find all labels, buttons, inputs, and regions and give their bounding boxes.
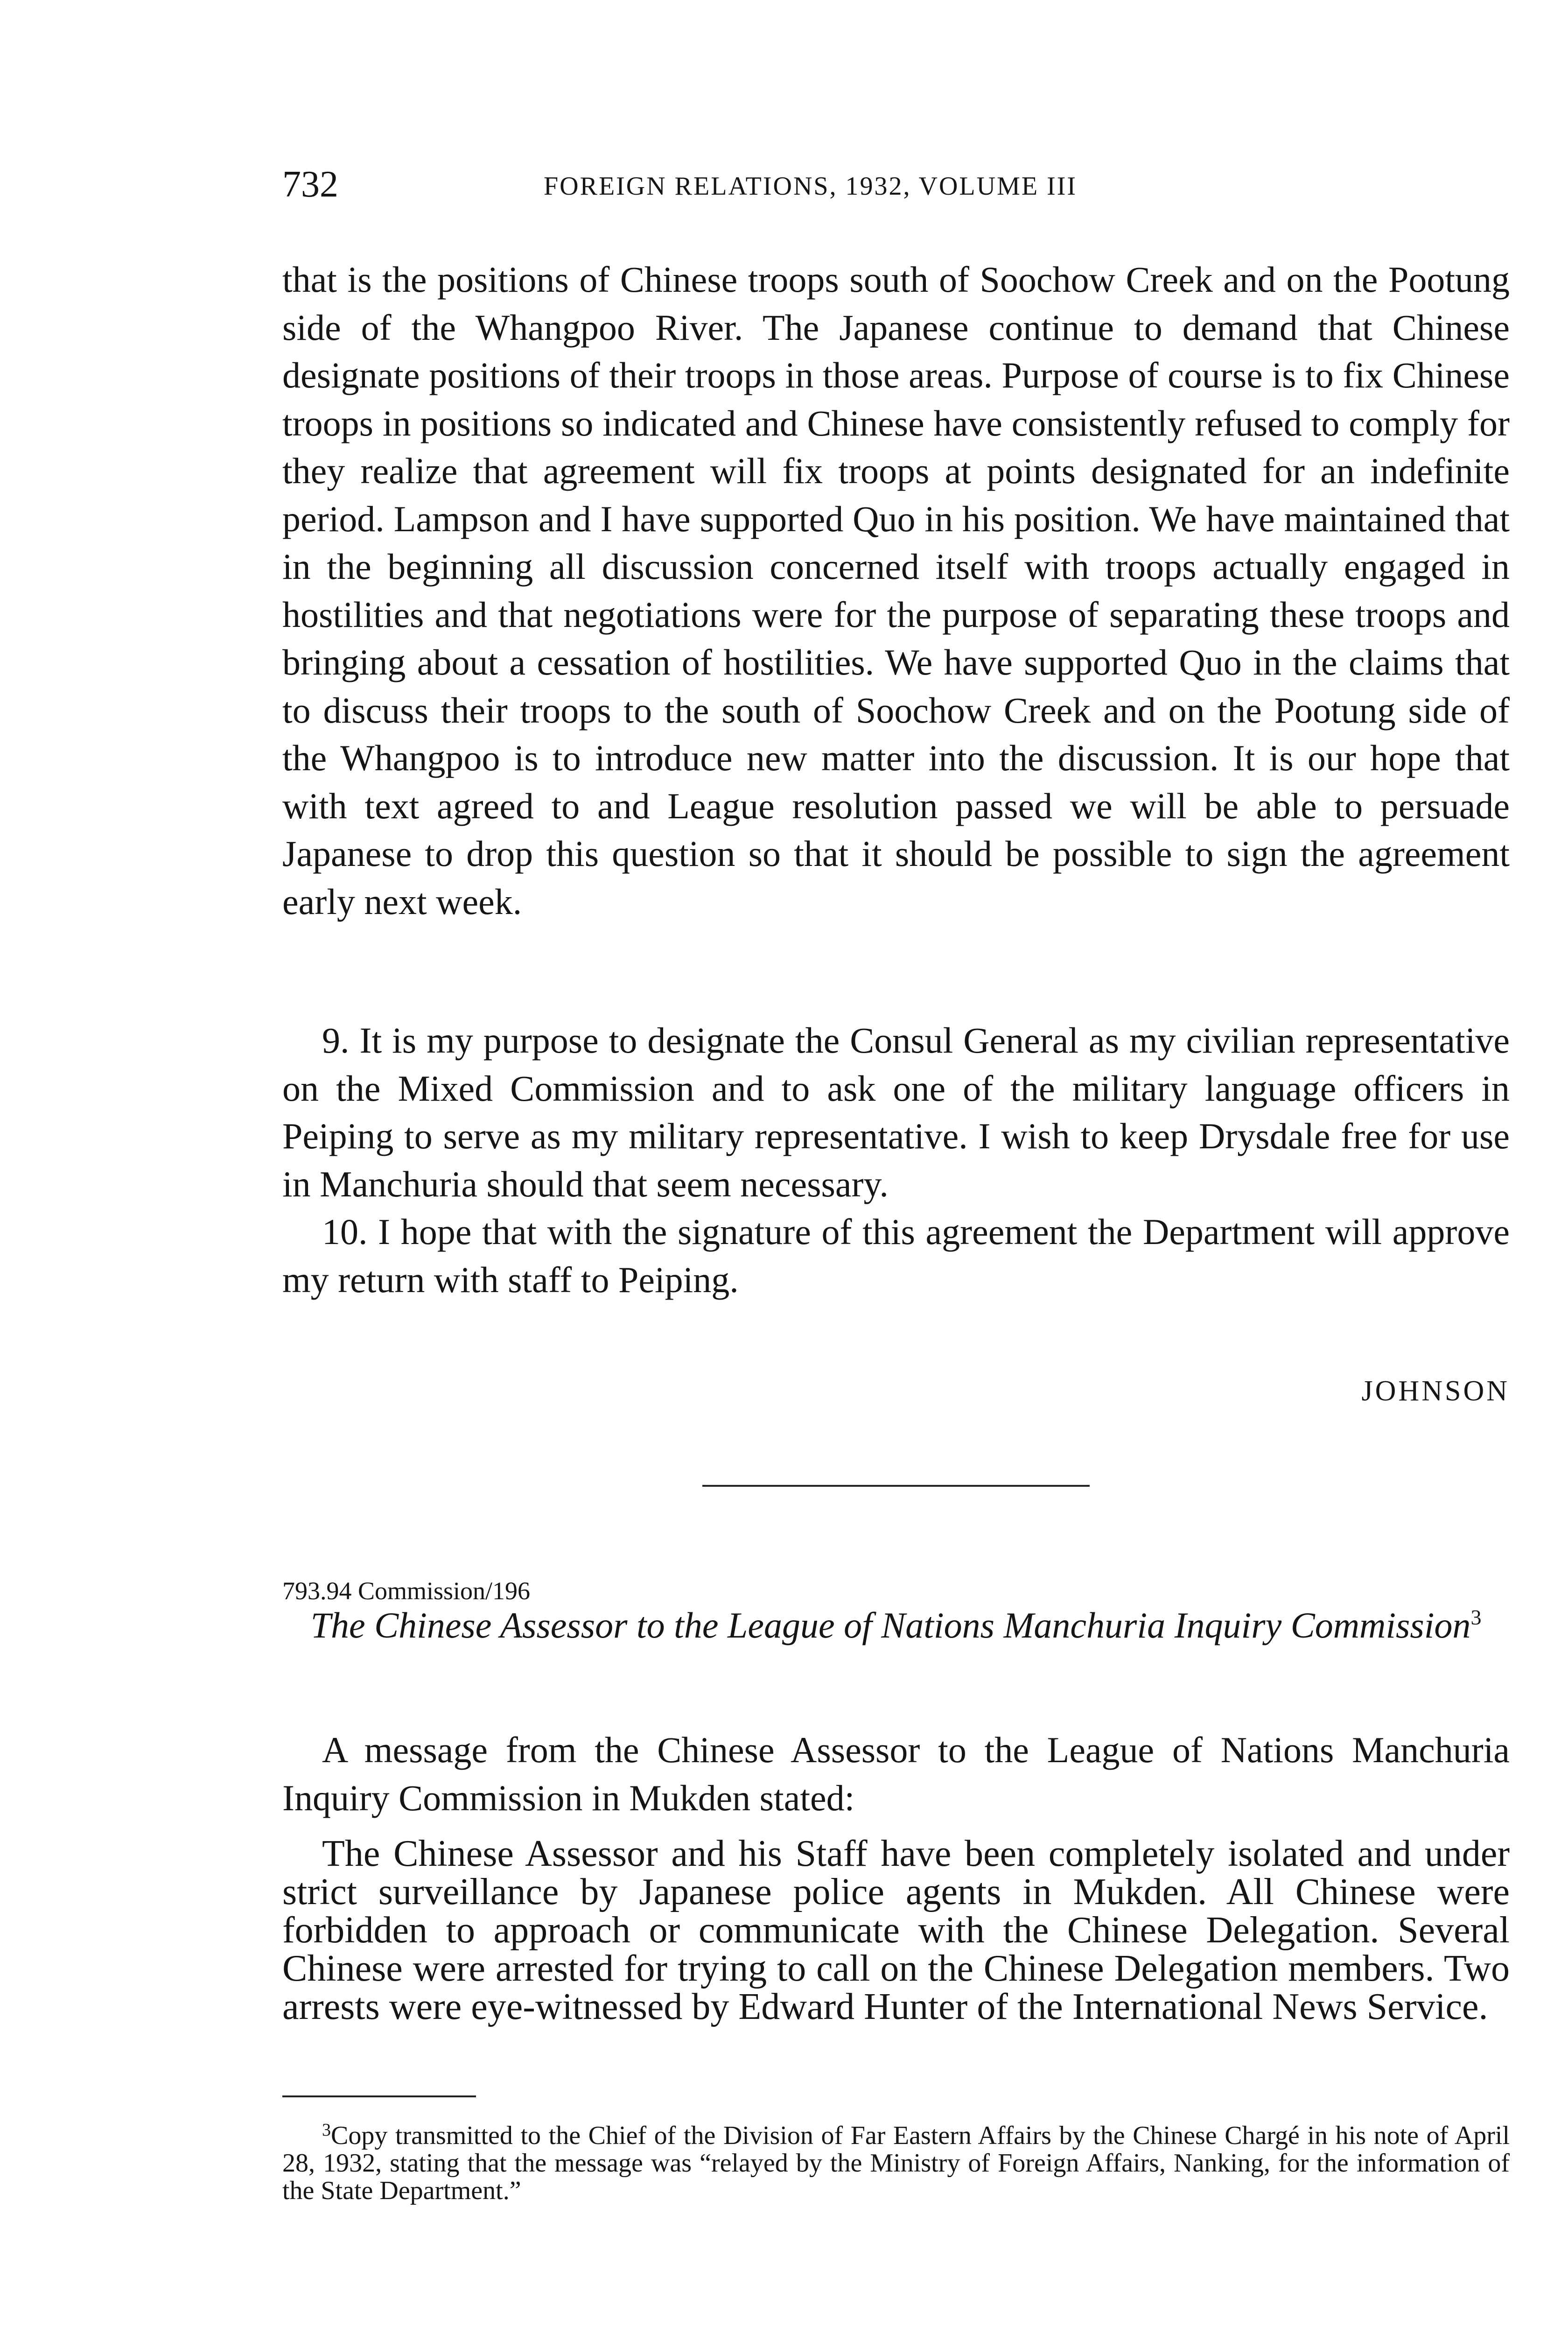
running-header bbox=[282, 161, 1510, 212]
document-title bbox=[282, 1602, 1510, 1649]
footnote-rule bbox=[282, 2095, 476, 2097]
quoted-message: The Chinese Assessor and his Staff have been completely isolated and under strict surveillance by Japanese police agents in Mukden. All Chinese were forbidden to approach or communicate with the Chinese Delegation. Several Chinese were arrested for trying to call on the Chinese Delegation members. Two arrests were eye-witnessed by Edward Hunter of the International News Service. bbox=[282, 1833, 1510, 2027]
document-title-text: The Chinese Assessor to the League of Nations Manchuria Inquiry Commission bbox=[310, 1605, 1471, 1645]
volume-title: FOREIGN RELATIONS, 1932, VOLUME III bbox=[544, 172, 1078, 201]
footnote-text: Copy transmitted to the Chief of the Division of Far Eastern Affairs by the Chinese Chargé in his note of April 28, 1932, stating that the message was “relayed by the Ministry of Foreign Affairs, Nanking, for the information of the State Department.” bbox=[282, 2121, 1510, 2205]
continued-paragraph: that is the positions of Chinese troops south of Soochow Creek and on the Pootung side of the Whangpoo River. The Japanese continue to demand that Chinese designate positions of their troops in those areas. Purpose of course is to fix Chinese troops in positions so indicated and Chinese have consistently refused to comply for they realize that agreement will fix troops at points designated for an indefinite period. Lampson and I have supported Quo in his position. We have maintained that in the beginning all discussion concerned itself with troops actually engaged in hostilities and that negotiations were for the purpose of separating these troops and bringing about a cessation of hostilities. We have supported Quo in the claims that to discuss their troops to the south of Soochow Creek and on the Pootung side of the Whangpoo is to introduce new matter into the discussion. It is our hope that with text agreed to and League resolution passed we will be able to persuade Japanese to drop this question so that it should be possible to sign the agreement early next week. bbox=[282, 259, 1510, 922]
page-number: 732 bbox=[282, 164, 338, 205]
signature: JOHNSON bbox=[1361, 1375, 1510, 1407]
intro-paragraph: A message from the Chinese Assessor to the League of Nations Manchuria Inquiry Commission in Mukden stated: bbox=[282, 1729, 1510, 1818]
paragraph-item-10: 10. I hope that with the signature of this agreement the Department will approve my return with staff to Peiping. bbox=[282, 1211, 1510, 1300]
section-divider bbox=[702, 1485, 1090, 1487]
footnote-reference: 3 bbox=[1470, 1605, 1482, 1629]
footnote-marker: 3 bbox=[322, 2120, 331, 2140]
footnote bbox=[282, 2122, 1510, 2205]
file-number: 793.94 Commission/196 bbox=[282, 1577, 531, 1605]
paragraph-item-9: 9. It is my purpose to designate the Consul General as my civilian representative on the Mixed Commission and to ask one of the military language officers in Peiping to serve as my military representative. I wish to keep Drysdale free for use in Manchuria should that seem necessary. bbox=[282, 1020, 1510, 1204]
